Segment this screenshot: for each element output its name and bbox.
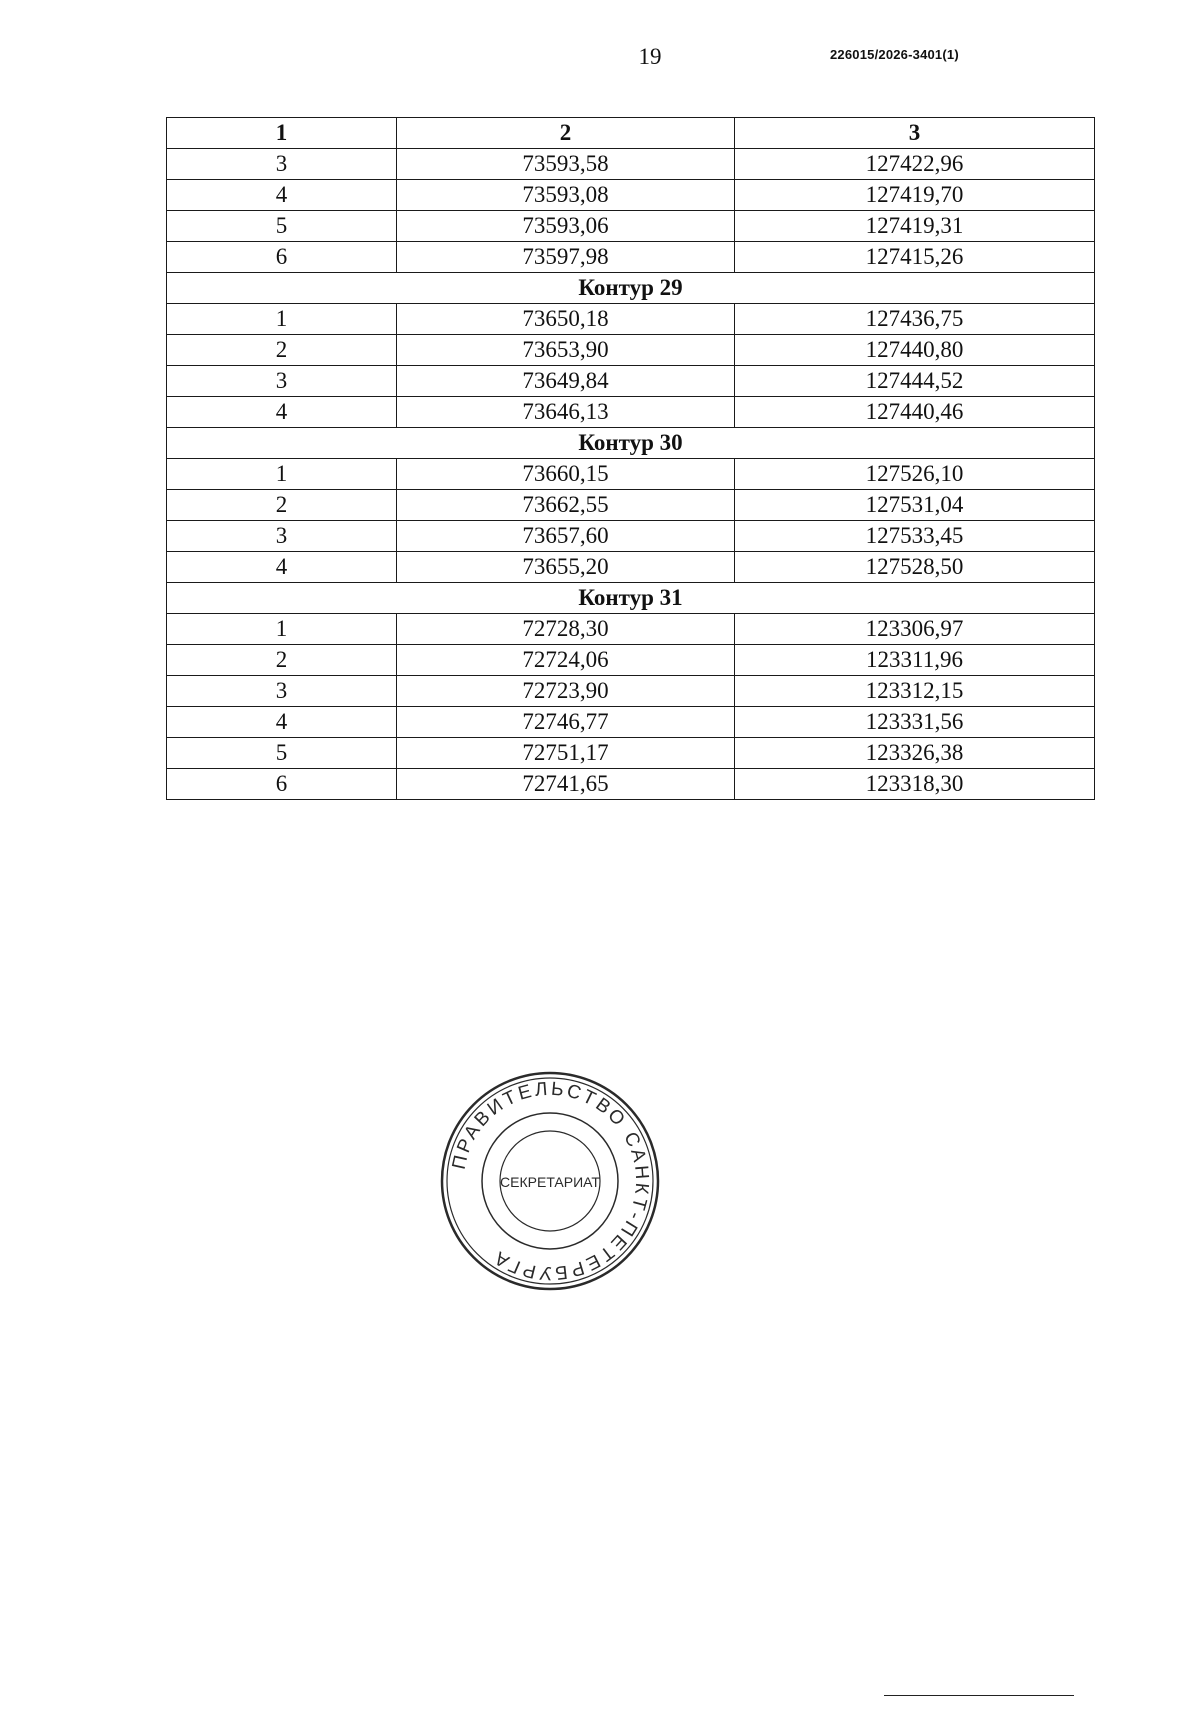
table-row	[167, 490, 1095, 521]
point-number-cell: 4	[167, 707, 397, 738]
y-coordinate-cell: 127444,52	[735, 366, 1095, 397]
y-coordinate-cell: 123318,30	[735, 769, 1095, 800]
table-row	[167, 366, 1095, 397]
x-coordinate-cell: 73653,90	[397, 335, 735, 366]
y-coordinate-cell: 123306,97	[735, 614, 1095, 645]
y-coordinate-cell: 127531,04	[735, 490, 1095, 521]
y-coordinate-cell: 127419,31	[735, 211, 1095, 242]
coordinates-table	[166, 117, 1095, 800]
column-header-3: 3	[735, 118, 1095, 149]
table-row	[167, 521, 1095, 552]
y-coordinate-cell: 123311,96	[735, 645, 1095, 676]
x-coordinate-cell: 73650,18	[397, 304, 735, 335]
official-seal	[436, 1067, 664, 1295]
table-row	[167, 676, 1095, 707]
point-number-cell: 2	[167, 335, 397, 366]
table-row	[167, 645, 1095, 676]
point-number-cell: 4	[167, 397, 397, 428]
table-row	[167, 211, 1095, 242]
x-coordinate-cell: 73646,13	[397, 397, 735, 428]
table-row	[167, 335, 1095, 366]
x-coordinate-cell: 73593,58	[397, 149, 735, 180]
column-header-2: 2	[397, 118, 735, 149]
y-coordinate-cell: 123312,15	[735, 676, 1095, 707]
x-coordinate-cell: 72746,77	[397, 707, 735, 738]
y-coordinate-cell: 127526,10	[735, 459, 1095, 490]
x-coordinate-cell: 73649,84	[397, 366, 735, 397]
x-coordinate-cell: 73597,98	[397, 242, 735, 273]
y-coordinate-cell: 123331,56	[735, 707, 1095, 738]
x-coordinate-cell: 73655,20	[397, 552, 735, 583]
y-coordinate-cell: 127419,70	[735, 180, 1095, 211]
footer-rule	[884, 1695, 1074, 1696]
point-number-cell: 6	[167, 242, 397, 273]
table-row	[167, 397, 1095, 428]
point-number-cell: 1	[167, 614, 397, 645]
y-coordinate-cell: 127440,80	[735, 335, 1095, 366]
contour-label: Контур 30	[167, 428, 1095, 459]
contour-label: Контур 29	[167, 273, 1095, 304]
point-number-cell: 3	[167, 366, 397, 397]
page-number: 19	[638, 44, 662, 69]
x-coordinate-cell: 72741,65	[397, 769, 735, 800]
table-row	[167, 552, 1095, 583]
y-coordinate-cell: 127436,75	[735, 304, 1095, 335]
point-number-cell: 5	[167, 738, 397, 769]
table-row	[167, 180, 1095, 211]
point-number-cell: 4	[167, 180, 397, 211]
table-row	[167, 242, 1095, 273]
table-row	[167, 614, 1095, 645]
x-coordinate-cell: 73593,06	[397, 211, 735, 242]
table-row	[167, 707, 1095, 738]
x-coordinate-cell: 73593,08	[397, 180, 735, 211]
y-coordinate-cell: 123326,38	[735, 738, 1095, 769]
contour-section-row	[167, 428, 1095, 459]
point-number-cell: 6	[167, 769, 397, 800]
table-row	[167, 149, 1095, 180]
table-row	[167, 769, 1095, 800]
contour-label: Контур 31	[167, 583, 1095, 614]
x-coordinate-cell: 73662,55	[397, 490, 735, 521]
x-coordinate-cell: 73657,60	[397, 521, 735, 552]
point-number-cell: 2	[167, 490, 397, 521]
seal-center-text: СЕКРЕТАРИАТ	[500, 1174, 600, 1190]
table-header-row	[167, 118, 1095, 149]
point-number-cell: 1	[167, 459, 397, 490]
point-number-cell: 2	[167, 645, 397, 676]
y-coordinate-cell: 127422,96	[735, 149, 1095, 180]
point-number-cell: 4	[167, 552, 397, 583]
seal-outer-text: ПРАВИТЕЛЬСТВО САНКТ-ПЕТЕРБУРГА	[448, 1078, 653, 1284]
y-coordinate-cell: 127533,45	[735, 521, 1095, 552]
point-number-cell: 3	[167, 149, 397, 180]
point-number-cell: 5	[167, 211, 397, 242]
x-coordinate-cell: 73660,15	[397, 459, 735, 490]
table-row	[167, 304, 1095, 335]
seal-graphic	[436, 1067, 664, 1295]
x-coordinate-cell: 72728,30	[397, 614, 735, 645]
contour-section-row	[167, 583, 1095, 614]
point-number-cell: 1	[167, 304, 397, 335]
x-coordinate-cell: 72723,90	[397, 676, 735, 707]
point-number-cell: 3	[167, 676, 397, 707]
y-coordinate-cell: 127440,46	[735, 397, 1095, 428]
y-coordinate-cell: 127415,26	[735, 242, 1095, 273]
table-body	[167, 149, 1095, 800]
document-code: 226015/2026-3401(1)	[830, 47, 959, 62]
table-row	[167, 459, 1095, 490]
column-header-1: 1	[167, 118, 397, 149]
table-row	[167, 738, 1095, 769]
contour-section-row	[167, 273, 1095, 304]
point-number-cell: 3	[167, 521, 397, 552]
y-coordinate-cell: 127528,50	[735, 552, 1095, 583]
x-coordinate-cell: 72724,06	[397, 645, 735, 676]
x-coordinate-cell: 72751,17	[397, 738, 735, 769]
